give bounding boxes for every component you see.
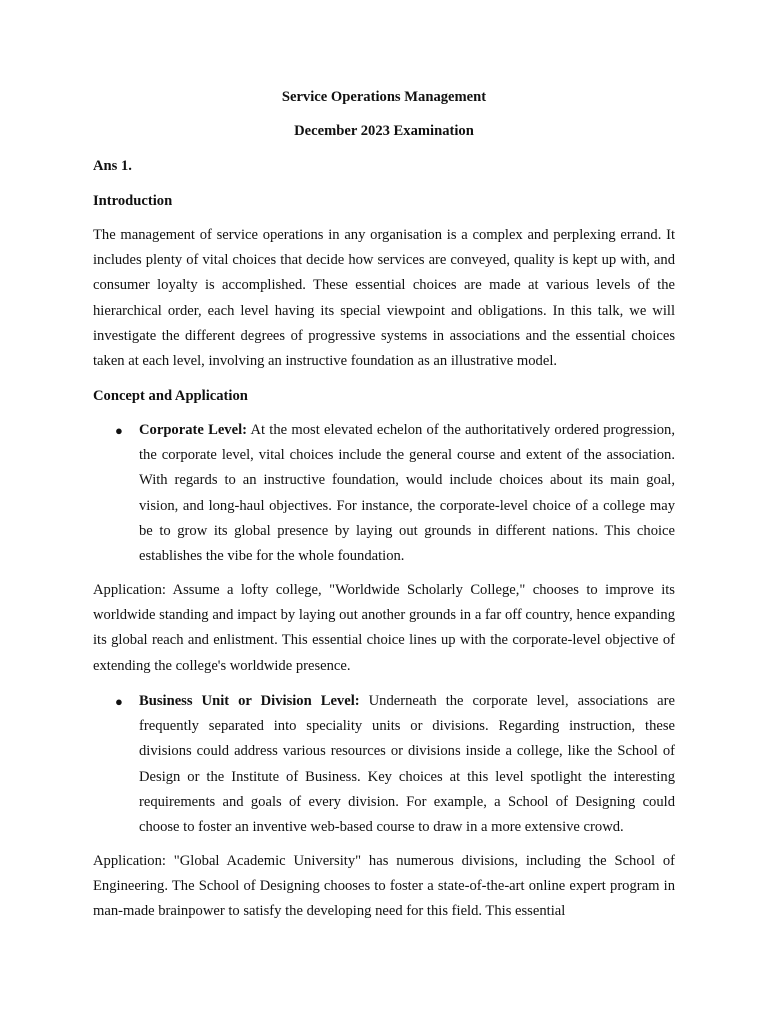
business-unit-text: Underneath the corporate level, associations are frequently separated into speciality units or divisions. Regarding instruction, these divisions could address various resources or divisions inside a college, like the School of Design or the Institute of Business. Key choices at this level spotlight the interesting requirements and goals of every division. For example, a School of Designing could choose to foster an inventive web-based course to draw in a more extensive crowd. [139,693,675,836]
answer-label: Ans 1. [93,158,132,174]
bullet-icon: ● [115,694,123,709]
business-unit-bullet [139,689,675,840]
introduction-heading: Introduction [93,193,173,209]
document-title: Service Operations Management [281,89,487,105]
bullet-icon: ● [115,423,123,438]
concept-heading: Concept and Application [93,388,248,404]
corporate-level-text: At the most elevated echelon of the authoritatively ordered progression, the corporate level, vital choices include the general course and extent of the association. With regards to an instructive foundation, would include choices about its main goal, vision, and long-haul objectives. For instance, the corporate-level choice of a college may be to grow its global presence by laying out grounds in different nations. This choice establishes the vibe for the whole foundation. [139,422,675,565]
document-subtitle: December 2023 Examination [294,123,474,139]
corporate-level-bullet [139,418,675,569]
business-application-paragraph: Application: "Global Academic University" has numerous divisions, including the School of Engineering. The School of Designing chooses to foster a state-of-the-art online expert program in man-made brainpower to satisfy the developing need for this field. This essential [93,853,675,920]
business-unit-label: Business Unit or Division Level: [139,693,360,709]
introduction-paragraph: The management of service operations in any organisation is a complex and perplexing errand. It includes plenty of vital choices that decide how services are conveyed, quality is kept up with, and consumer loyalty is accomplished. These essential choices are made at various levels of the hierarchical order, each level having its special viewpoint and obligations. In this talk, we will investigate the different degrees of progressive systems in associations and the essential choices taken at each level, involving an instructive foundation as an illustrative model. [93,227,675,370]
corporate-level-label: Corporate Level: [139,422,247,438]
corporate-application-paragraph: Application: Assume a lofty college, "Worldwide Scholarly College," chooses to improve its worldwide standing and impact by laying out another grounds in a far off country, hence expanding its global reach and enlistment. This essential choice lines up with the corporate-level objective of extending the college's worldwide presence. [93,582,675,674]
